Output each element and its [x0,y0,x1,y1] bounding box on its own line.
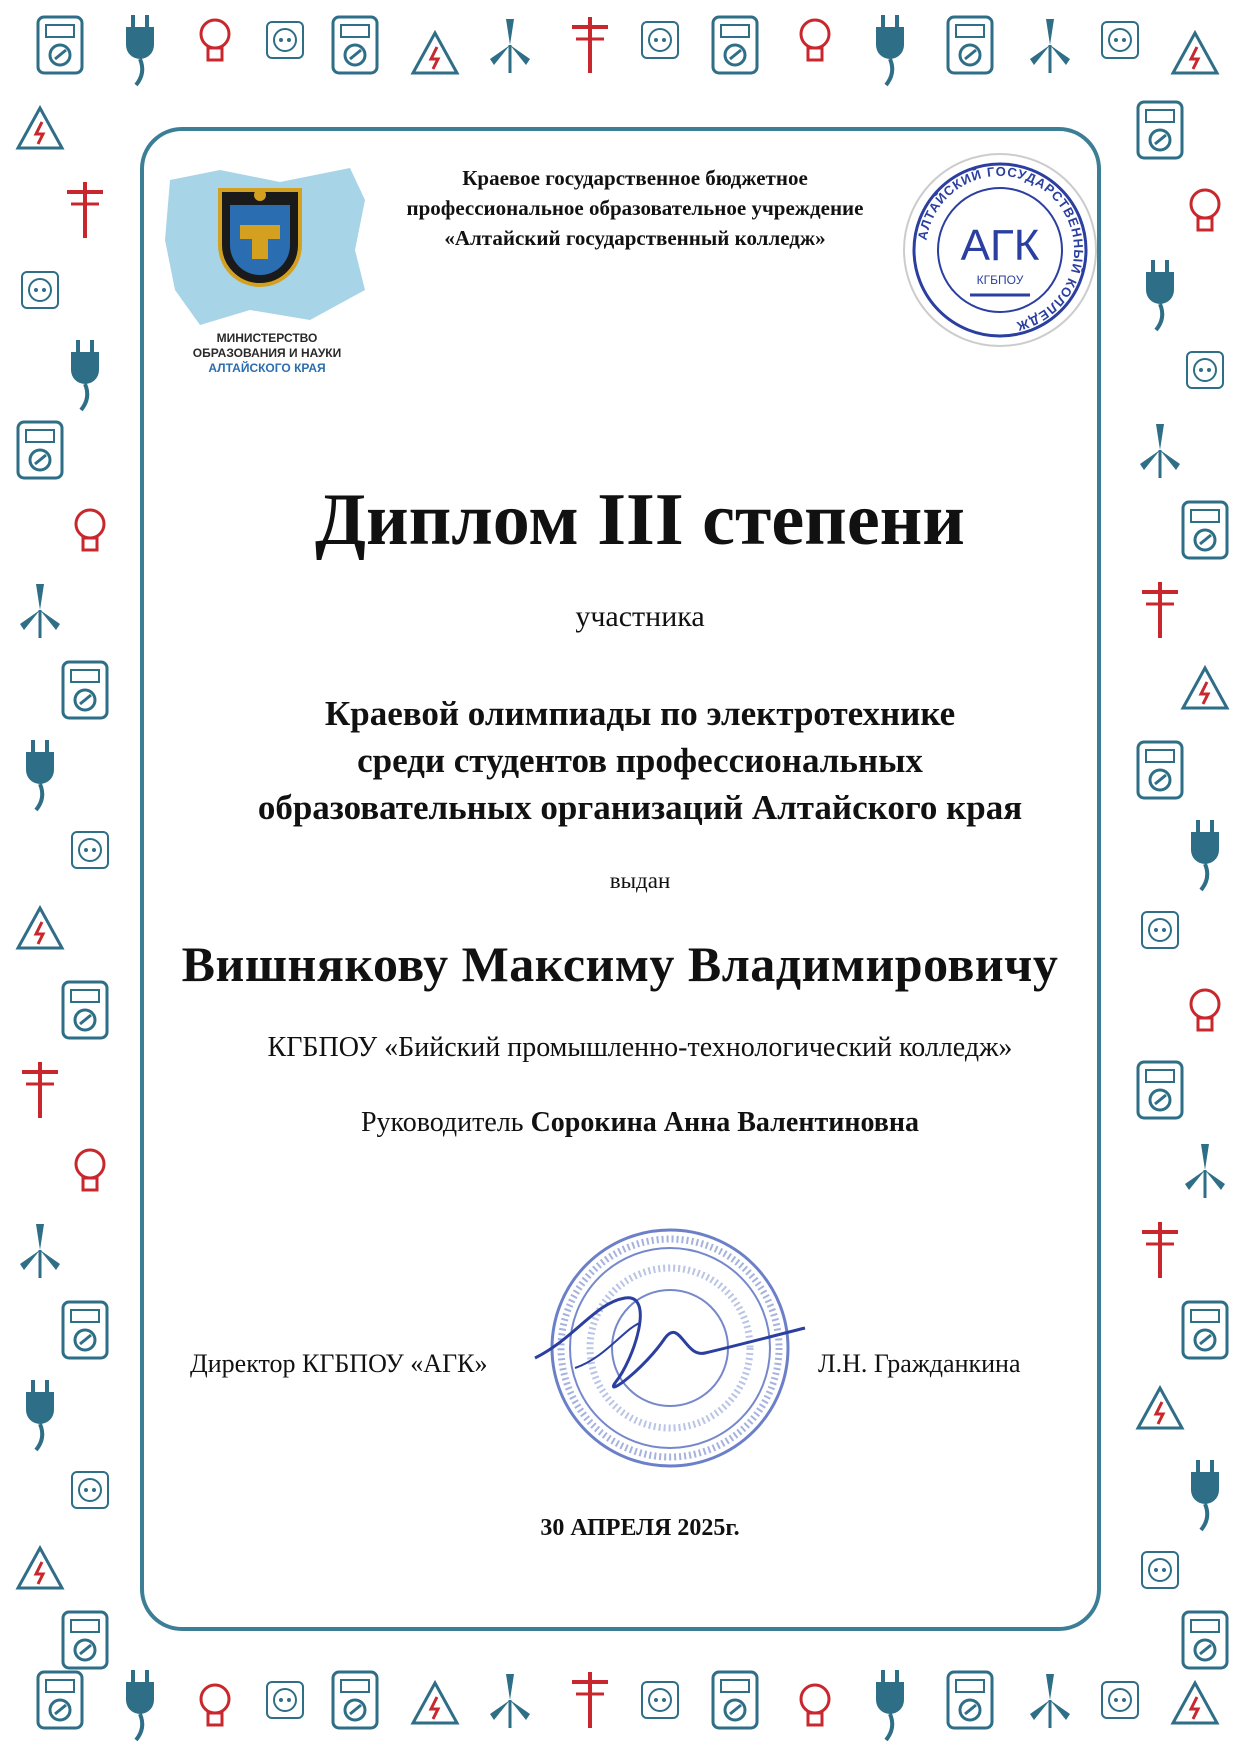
ministry-logo-line2: ОБРАЗОВАНИЯ И НАУКИ [192,346,342,360]
director-name: Л.Н. Гражданкина [818,1349,1021,1378]
participant-label: участника [575,600,705,633]
supervisor-label: Руководитель [360,1107,524,1138]
ministry-logo-line3: АЛТАЙСКОГО КРАЯ [208,361,326,375]
college-seal-abbr: АГК [960,221,1040,270]
institution-line-2: профессиональное образовательное учреждение [406,196,864,220]
college-seal-sub: КГБПОУ [976,273,1024,287]
college-seal-logo [900,150,1100,350]
recipient-name: Вишнякову Максиму Владимировичу [181,936,1059,992]
institution-line-1: Краевое государственное бюджетное [462,166,808,190]
official-stamp [515,1208,820,1483]
recipient-college: КГБПОУ «Бийский промышленно-технологический колледж» [267,1032,1013,1063]
ministry-logo [160,160,375,380]
ministry-logo-line1: МИНИСТЕРСТВО [216,331,318,345]
college-seal-ring-text: АЛТАЙСКИЙ ГОСУДАРСТВЕННЫЙ КОЛЛЕДЖ [914,163,1087,335]
diploma-title: Диплом III степени [315,479,965,561]
supervisor-name: Сорокина Анна Валентиновна [530,1107,920,1138]
olympiad-line-3: образовательных организаций Алтайского края [257,788,1023,827]
olympiad-line-1: Краевой олимпиады по электротехнике [324,694,956,733]
institution-line-3: «Алтайский государственный колледж» [444,226,826,250]
supervisor-line [140,1107,1140,1139]
institution-header [355,163,915,253]
issue-date: 30 АПРЕЛЯ 2025г. [540,1515,740,1541]
olympiad-line-2: среди студентов профессиональных [357,741,923,780]
issued-label: выдан [609,868,671,893]
director-signature [535,1298,805,1387]
olympiad-name [140,690,1140,831]
director-title: Директор КГБПОУ «АГК» [190,1349,488,1378]
